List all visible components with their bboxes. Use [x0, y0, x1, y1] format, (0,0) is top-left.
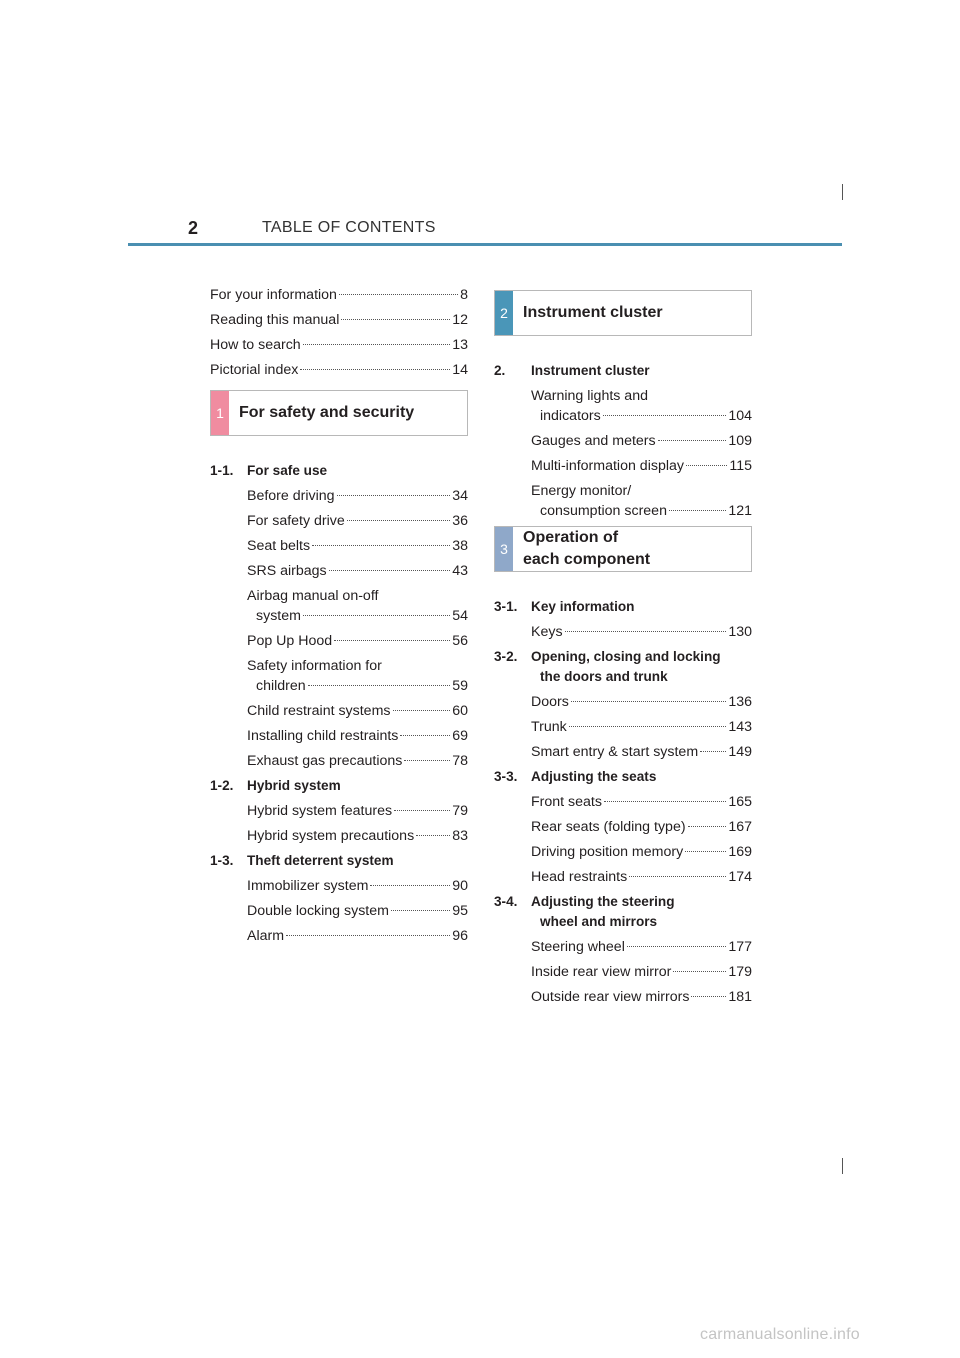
- toc-entry[interactable]: [210, 826, 468, 846]
- toc-entry[interactable]: [494, 867, 752, 887]
- entry-label: Outside rear view mirrors: [531, 989, 690, 1005]
- leader-dots: [603, 415, 727, 416]
- leader-dots: [627, 946, 726, 947]
- leader-dots: [334, 640, 450, 641]
- entry-label: For your information: [210, 287, 337, 303]
- entry-label: Keys: [531, 624, 563, 640]
- entry-page: 83: [452, 828, 468, 844]
- toc-entry[interactable]: [210, 701, 468, 721]
- entry-label: system: [256, 608, 301, 624]
- leader-dots: [347, 520, 450, 521]
- entry-page: 34: [452, 488, 468, 504]
- toc-entry[interactable]: [210, 726, 468, 746]
- entry-page: 179: [728, 964, 752, 980]
- chapter-tab: 2: [495, 291, 513, 335]
- entry-page: 79: [452, 803, 468, 819]
- entry-page: 115: [729, 458, 752, 474]
- leader-dots: [700, 751, 726, 752]
- section-number: 3-2.: [494, 649, 518, 664]
- leader-dots: [404, 760, 450, 761]
- toc-entry[interactable]: [494, 717, 752, 737]
- section-title: Theft deterrent system: [247, 853, 394, 868]
- toc-entry[interactable]: [210, 631, 468, 651]
- crop-mark-bottom: [842, 1158, 843, 1174]
- entry-page: 95: [452, 903, 468, 919]
- entry-page: 69: [452, 728, 468, 744]
- entry-label: Before driving: [247, 488, 335, 504]
- entry-label: indicators: [540, 408, 601, 424]
- toc-entry[interactable]: [210, 876, 468, 896]
- section-number: 2.: [494, 363, 506, 378]
- entry-label: Multi-information display: [531, 458, 684, 474]
- entry-label: Child restraint systems: [247, 703, 391, 719]
- toc-entry[interactable]: [210, 285, 468, 305]
- entry-label: Pictorial index: [210, 362, 299, 378]
- entry-label: Reading this manual: [210, 312, 340, 328]
- section-title: Hybrid system: [247, 778, 341, 793]
- leader-dots: [303, 615, 450, 616]
- entry-page: 165: [728, 794, 752, 810]
- toc-entry-multiline[interactable]: [210, 586, 468, 626]
- entry-label: Inside rear view mirror: [531, 964, 672, 980]
- entry-label-line1: Warning lights and: [531, 388, 648, 404]
- toc-entry[interactable]: [494, 692, 752, 712]
- watermark: carmanualsonline.info: [700, 1326, 860, 1343]
- entry-label: Smart entry & start system: [531, 744, 699, 760]
- entry-label-line1: Energy monitor/: [531, 483, 632, 499]
- section-title-line2: the doors and trunk: [540, 669, 668, 684]
- entry-label: Steering wheel: [531, 939, 625, 955]
- chapter-title: [523, 527, 650, 571]
- section-title: Instrument cluster: [531, 363, 650, 378]
- toc-entry[interactable]: [210, 901, 468, 921]
- chapter-title: For safety and security: [239, 404, 415, 421]
- entry-label: Immobilizer system: [247, 878, 369, 894]
- entry-label: For safety drive: [247, 513, 345, 529]
- entry-label: How to search: [210, 337, 301, 353]
- entry-label: Double locking system: [247, 903, 389, 919]
- entry-page: 121: [728, 503, 752, 519]
- leader-dots: [337, 495, 451, 496]
- toc-column-left: [210, 285, 468, 951]
- leader-dots: [565, 631, 727, 632]
- toc-entry-multiline[interactable]: [210, 656, 468, 696]
- toc-entry[interactable]: [494, 622, 752, 642]
- chapter-heading-2[interactable]: [494, 290, 752, 336]
- toc-entry[interactable]: [210, 751, 468, 771]
- entry-label: Hybrid system features: [247, 803, 393, 819]
- entry-label: Gauges and meters: [531, 433, 656, 449]
- entry-label-line1: Safety information for: [247, 658, 382, 674]
- section-number: 1-1.: [210, 463, 234, 478]
- leader-dots: [308, 685, 451, 686]
- toc-entry[interactable]: [494, 842, 752, 862]
- entry-page: 36: [452, 513, 468, 529]
- entry-label: children: [256, 678, 306, 694]
- leader-dots: [669, 510, 726, 511]
- section-number: 1-3.: [210, 853, 234, 868]
- entry-page: 169: [728, 844, 752, 860]
- leader-dots: [312, 545, 450, 546]
- toc-entry[interactable]: [210, 335, 468, 355]
- page-title: TABLE OF CONTENTS: [262, 219, 436, 236]
- section-number: 1-2.: [210, 778, 234, 793]
- entry-label: Hybrid system precautions: [247, 828, 415, 844]
- toc-entry[interactable]: [494, 937, 752, 957]
- toc-entry-multiline[interactable]: [494, 386, 752, 426]
- chapter-tab: 1: [211, 391, 229, 435]
- toc-entry[interactable]: [210, 801, 468, 821]
- toc-entry-multiline[interactable]: [494, 481, 752, 521]
- leader-dots: [688, 826, 727, 827]
- leader-dots: [393, 710, 451, 711]
- entry-label: Exhaust gas precautions: [247, 753, 403, 769]
- section-title: Key information: [531, 599, 635, 614]
- entry-page: 167: [728, 819, 752, 835]
- page-header: [128, 214, 842, 246]
- entry-page: 38: [452, 538, 468, 554]
- section-heading[interactable]: [494, 767, 752, 787]
- entry-label: Alarm: [247, 928, 285, 944]
- leader-dots: [629, 876, 726, 877]
- entry-label: Head restraints: [531, 869, 628, 885]
- toc-entry[interactable]: [210, 926, 468, 946]
- leader-dots: [673, 971, 726, 972]
- entry-label: Seat belts: [247, 538, 311, 554]
- section-heading[interactable]: [210, 461, 468, 481]
- toc-entry[interactable]: [494, 456, 752, 476]
- section-heading[interactable]: [494, 647, 752, 667]
- entry-label: Installing child restraints: [247, 728, 399, 744]
- toc-column-right: [494, 290, 752, 1012]
- leader-dots: [691, 996, 726, 997]
- entry-page: 12: [452, 312, 468, 328]
- entry-page: 8: [460, 287, 468, 303]
- section-title: Adjusting the steering: [531, 894, 675, 909]
- toc-entry[interactable]: [210, 310, 468, 330]
- entry-page: 174: [728, 869, 752, 885]
- entry-page: 54: [452, 608, 468, 624]
- entry-page: 104: [728, 408, 752, 424]
- section-heading[interactable]: [494, 597, 752, 617]
- toc-entry[interactable]: [494, 987, 752, 1007]
- chapter-title-line1: Operation of: [523, 529, 619, 546]
- toc-entry[interactable]: [210, 486, 468, 506]
- entry-label: SRS airbags: [247, 563, 327, 579]
- chapter-title: Instrument cluster: [523, 304, 663, 321]
- header-rule: [128, 243, 842, 246]
- leader-dots: [394, 810, 450, 811]
- entry-page: 136: [728, 694, 752, 710]
- entry-page: 109: [728, 433, 752, 449]
- leader-dots: [685, 851, 726, 852]
- toc-entry[interactable]: [494, 431, 752, 451]
- section-heading[interactable]: [210, 776, 468, 796]
- entry-label: Front seats: [531, 794, 602, 810]
- section-heading[interactable]: [210, 851, 468, 871]
- chapter-heading-3[interactable]: [494, 526, 752, 572]
- entry-page: 181: [728, 989, 752, 1005]
- leader-dots: [686, 465, 727, 466]
- entry-page: 149: [728, 744, 752, 760]
- leader-dots: [571, 701, 726, 702]
- section-title: For safe use: [247, 463, 328, 478]
- leader-dots: [341, 319, 450, 320]
- toc-entry[interactable]: [494, 962, 752, 982]
- entry-page: 177: [728, 939, 752, 955]
- leader-dots: [391, 910, 450, 911]
- toc-entry[interactable]: [210, 511, 468, 531]
- leader-dots: [300, 369, 450, 370]
- leader-dots: [303, 344, 451, 345]
- entry-label: Driving position memory: [531, 844, 684, 860]
- toc-entry[interactable]: [494, 817, 752, 837]
- leader-dots: [400, 735, 450, 736]
- toc-entry[interactable]: [494, 742, 752, 762]
- leader-dots: [329, 570, 451, 571]
- leader-dots: [569, 726, 727, 727]
- page-number: 2: [188, 218, 199, 238]
- section-number: 3-3.: [494, 769, 518, 784]
- leader-dots: [339, 294, 458, 295]
- entry-page: 143: [728, 719, 752, 735]
- entry-page: 59: [452, 678, 468, 694]
- entry-page: 43: [452, 563, 468, 579]
- section-heading[interactable]: [494, 892, 752, 912]
- entry-page: 56: [452, 633, 468, 649]
- section-title-line2: wheel and mirrors: [540, 914, 658, 929]
- entry-label-line1: Airbag manual on-off: [247, 588, 379, 604]
- entry-label: Doors: [531, 694, 569, 710]
- entry-page: 78: [452, 753, 468, 769]
- entry-label: Trunk: [531, 719, 567, 735]
- entry-page: 13: [452, 337, 468, 353]
- entry-page: 96: [452, 928, 468, 944]
- toc-entry[interactable]: [210, 360, 468, 380]
- leader-dots: [658, 440, 727, 441]
- chapter-title-line2: each component: [523, 551, 651, 568]
- entry-page: 130: [728, 624, 752, 640]
- toc-entry[interactable]: [210, 536, 468, 556]
- leader-dots: [370, 885, 450, 886]
- chapter-tab: 3: [495, 527, 513, 571]
- section-title: Opening, closing and locking: [531, 649, 721, 664]
- section-title: Adjusting the seats: [531, 769, 657, 784]
- entry-label: consumption screen: [540, 503, 667, 519]
- entry-label: Rear seats (folding type): [531, 819, 686, 835]
- toc-entry[interactable]: [210, 561, 468, 581]
- entry-page: 14: [452, 362, 468, 378]
- section-heading[interactable]: [494, 361, 752, 381]
- entry-label: Pop Up Hood: [247, 633, 333, 649]
- crop-mark-top: [842, 184, 843, 200]
- leader-dots: [416, 835, 450, 836]
- leader-dots: [286, 935, 450, 936]
- chapter-heading-1[interactable]: [210, 390, 468, 436]
- toc-entry[interactable]: [494, 792, 752, 812]
- section-number: 3-1.: [494, 599, 518, 614]
- entry-page: 90: [452, 878, 468, 894]
- leader-dots: [604, 801, 726, 802]
- section-number: 3-4.: [494, 894, 518, 909]
- entry-page: 60: [452, 703, 468, 719]
